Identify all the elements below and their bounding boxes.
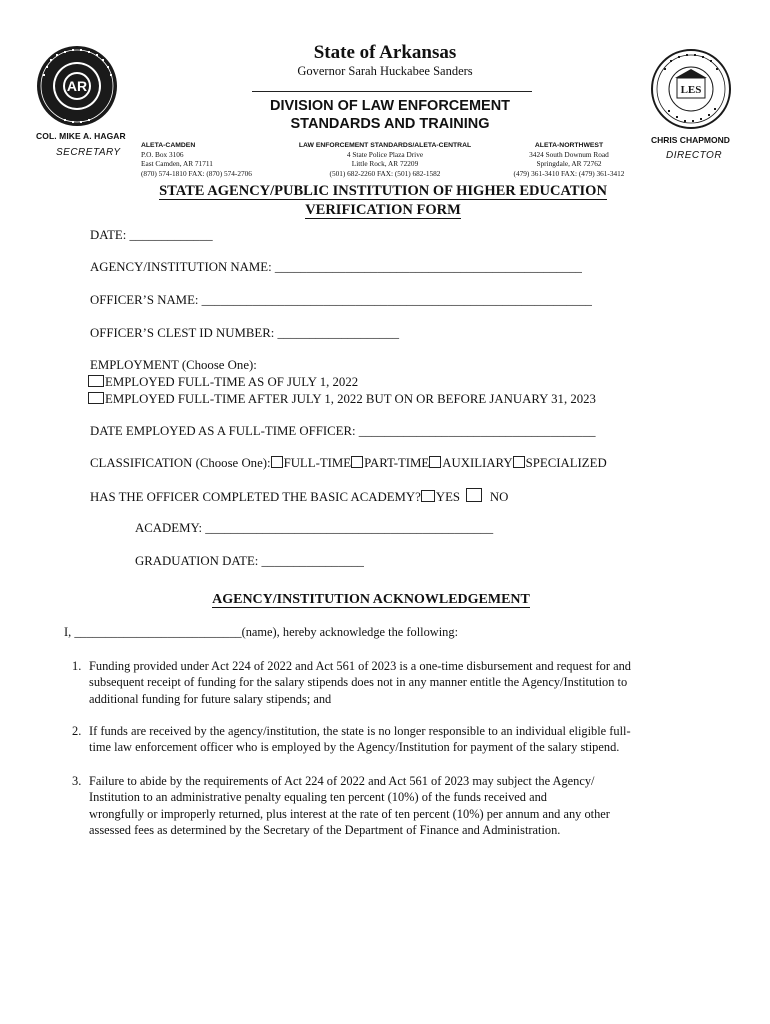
- director-name: CHRIS CHAPMOND: [651, 135, 730, 145]
- academy-field[interactable]: ACADEMY: _____________________________________________: [135, 521, 494, 535]
- clest-id-field[interactable]: OFFICER’S CLEST ID NUMBER: ___________________: [90, 326, 400, 340]
- acknowledgement-title: AGENCY/INSTITUTION ACKNOWLEDGEMENT: [212, 592, 530, 607]
- form-title: STATE AGENCY/PUBLIC INSTITUTION OF HIGHER EDUCATION VERIFICATION FORM: [159, 183, 607, 218]
- employment-option-2: EMPLOYED FULL-TIME AFTER JULY 1, 2022 BUT ON OR BEFORE JANUARY 31, 2023: [88, 392, 596, 407]
- acknowledgement-intro[interactable]: I, ___________________________(name), hereby acknowledge the following:: [64, 625, 459, 639]
- office-central: LAW ENFORCEMENT STANDARDS/ALETA-CENTRAL 4 State Police Plaza Drive Little Rock, AR 72209 (501) 682-2260 FAX: (501) 682-1582: [298, 142, 472, 178]
- academy-yes-checkbox[interactable]: [421, 490, 435, 502]
- classification-row: CLASSIFICATION (Choose One): FULL-TIME PART-TIME AUXILIARY SPECIALIZED: [90, 456, 607, 470]
- class-specialized-checkbox[interactable]: [513, 456, 525, 468]
- standards-commission-seal-icon: [650, 48, 732, 130]
- date-employed-field[interactable]: DATE EMPLOYED AS A FULL-TIME OFFICER: _____________________________________: [90, 424, 596, 438]
- employment-option-1: EMPLOYED FULL-TIME AS OF JULY 1, 2022: [88, 375, 358, 390]
- arkansas-seal-icon: [36, 45, 118, 127]
- class-auxiliary-checkbox[interactable]: [429, 456, 441, 468]
- acknowledgement-item-1: 1. Funding provided under Act 224 of 2022 and Act 561 of 2023 is a one-time disbursement and request for and subsequent receipt of funding for the salary stipends does not in any manner entitle the Agency/Institution to additional funding for future salary stipends; and: [72, 659, 631, 706]
- agency-name-field[interactable]: AGENCY/INSTITUTION NAME: ________________________________________________: [90, 260, 582, 274]
- graduation-date-field[interactable]: GRADUATION DATE: ________________: [135, 554, 364, 568]
- state-title: State of Arkansas: [313, 42, 457, 63]
- class-full-time-checkbox[interactable]: [271, 456, 283, 468]
- employment-option-1-checkbox[interactable]: [88, 375, 104, 387]
- employment-label: EMPLOYMENT (Choose One):: [90, 358, 257, 372]
- secretary-name: COL. MIKE A. HAGAR: [36, 131, 126, 141]
- office-camden: ALETA-CAMDEN P.O. Box 3106 East Camden, AR 71711 (870) 574-1810 FAX: (870) 574-2706: [141, 142, 252, 178]
- academy-question-row: HAS THE OFFICER COMPLETED THE BASIC ACADEMY? YES NO: [90, 490, 509, 504]
- governor-line: Governor Sarah Huckabee Sanders: [297, 64, 473, 78]
- header-divider: [252, 91, 532, 92]
- division-title: DIVISION OF LAW ENFORCEMENT STANDARDS AND TRAINING: [269, 98, 511, 132]
- secretary-title: SECRETARY: [56, 147, 121, 158]
- seal-center-text: AR: [66, 78, 88, 94]
- acknowledgement-item-3: 3. Failure to abide by the requirements of Act 224 of 2022 and Act 561 of 2023 may subject the Agency/ Institution to an administrative penalty equaling ten percent (10%) of the funds received and wrongfully or improperly returned, plus interest at the rate of ten percent (10%) per annum and any other assessed fees as determined by the Secretary of the Department of Finance and Administration.: [72, 774, 610, 838]
- class-part-time-checkbox[interactable]: [351, 456, 363, 468]
- officer-name-field[interactable]: OFFICER’S NAME: _____________________________________________________________: [90, 293, 592, 307]
- director-title: DIRECTOR: [666, 150, 723, 161]
- employment-option-2-checkbox[interactable]: [88, 392, 104, 404]
- academy-no-checkbox[interactable]: [466, 488, 482, 502]
- seal-center-text: LES: [680, 84, 702, 96]
- date-field[interactable]: DATE: _____________: [90, 228, 213, 242]
- office-northwest: ALETA-NORTHWEST 3424 South Downum Road Springdale, AR 72762 (479) 361-3410 FAX: (479) 361-3412: [513, 142, 625, 178]
- acknowledgement-item-2: 2. If funds are received by the agency/institution, the state is no longer responsible to an individual eligible full- time law enforcement officer who is employed by the Agency/Institution for payment of the salary stipend.: [72, 724, 631, 755]
